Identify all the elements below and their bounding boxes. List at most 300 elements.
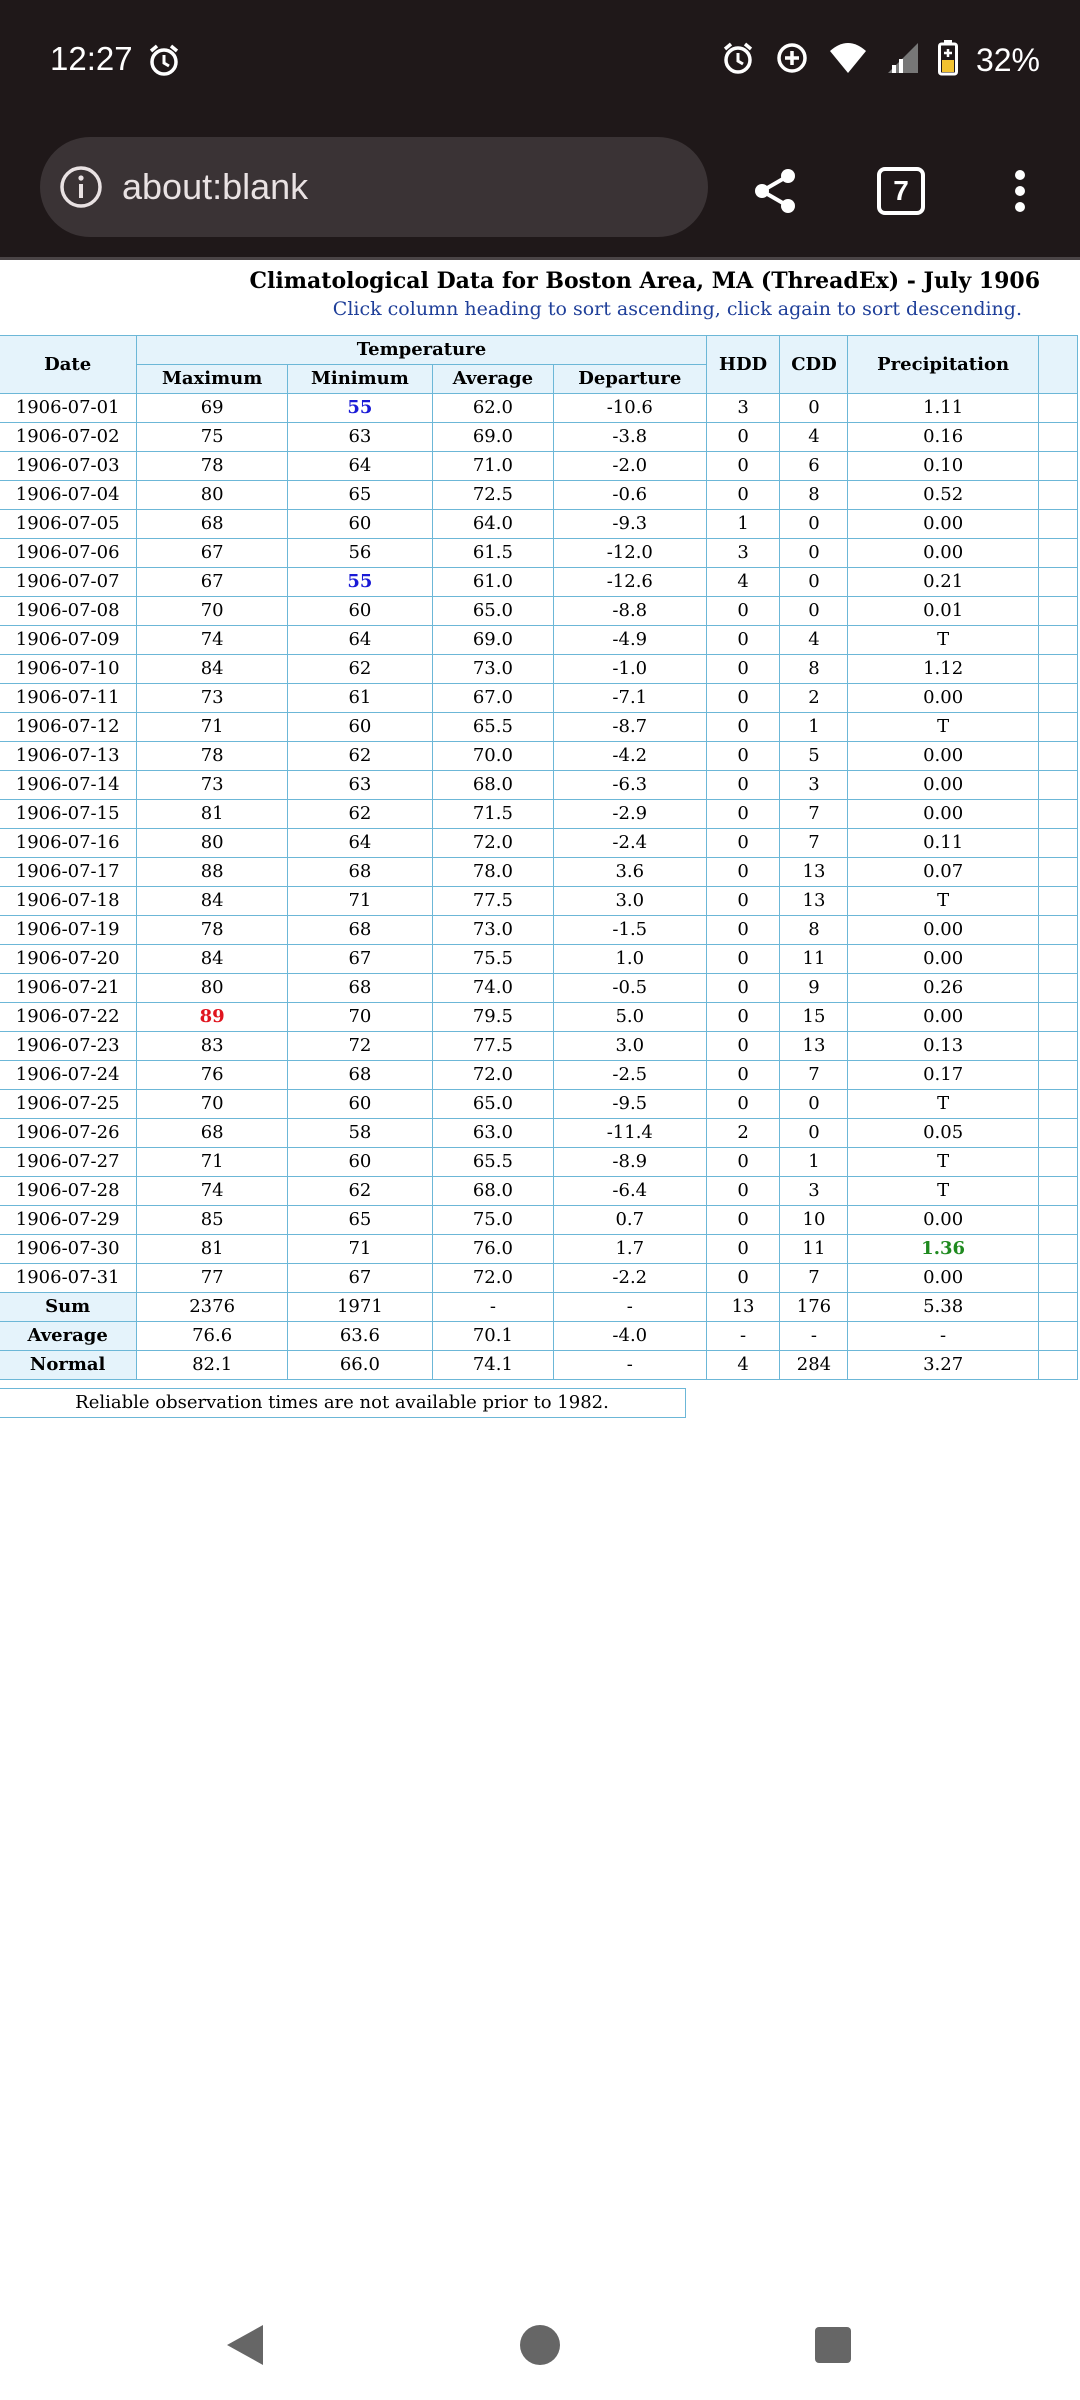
table-row: [0, 1235, 1078, 1264]
cell-maximum: 80: [137, 829, 288, 858]
cell-hdd: 0: [706, 1148, 780, 1177]
cell-average: 72.5: [432, 481, 553, 510]
cell-average: 72.0: [432, 1061, 553, 1090]
cell-hdd: 3: [706, 394, 780, 423]
cell-date: 1906-07-27: [0, 1148, 137, 1177]
cell-date: 1906-07-28: [0, 1177, 137, 1206]
cell-extra: [1038, 539, 1077, 568]
table-row: [0, 858, 1078, 887]
cell-departure: 1.7: [553, 1235, 706, 1264]
cell-minimum: 60: [287, 1090, 432, 1119]
cell-precipitation: 0.16: [848, 423, 1038, 452]
cell-extra: [1038, 800, 1077, 829]
cell-average: 75.5: [432, 945, 553, 974]
cell-precipitation: T: [848, 1148, 1038, 1177]
table-row: [0, 394, 1078, 423]
cell-average: -: [432, 1293, 553, 1322]
cell-minimum: 1971: [287, 1293, 432, 1322]
table-row: [0, 887, 1078, 916]
cell-departure: -1.0: [553, 655, 706, 684]
cell-average: 71.5: [432, 800, 553, 829]
cell-maximum: 80: [137, 481, 288, 510]
cell-hdd: 0: [706, 597, 780, 626]
cell-maximum: 81: [137, 800, 288, 829]
cell-hdd: 4: [706, 568, 780, 597]
cell-hdd: 0: [706, 974, 780, 1003]
cell-extra: [1038, 974, 1077, 1003]
cell-average: 63.0: [432, 1119, 553, 1148]
cell-extra: [1038, 1351, 1077, 1380]
cell-extra: [1038, 568, 1077, 597]
cell-date: 1906-07-17: [0, 858, 137, 887]
cell-departure: -2.9: [553, 800, 706, 829]
table-row: [0, 1264, 1078, 1293]
table-row: [0, 974, 1078, 1003]
cell-minimum: 70: [287, 1003, 432, 1032]
cell-date: 1906-07-05: [0, 510, 137, 539]
cell-precipitation: 0.00: [848, 1003, 1038, 1032]
cell-hdd: 0: [706, 626, 780, 655]
cell-average: 65.0: [432, 1090, 553, 1119]
cell-extra: [1038, 1177, 1077, 1206]
cell-precipitation: 0.52: [848, 481, 1038, 510]
cell-average: 68.0: [432, 1177, 553, 1206]
header-maximum[interactable]: Maximum: [137, 365, 288, 394]
info-icon[interactable]: [58, 164, 104, 210]
cell-extra: [1038, 858, 1077, 887]
cell-date: 1906-07-14: [0, 771, 137, 800]
cell-precipitation: 5.38: [848, 1293, 1038, 1322]
cell-departure: -2.2: [553, 1264, 706, 1293]
cell-minimum: 71: [287, 1235, 432, 1264]
cell-date: 1906-07-11: [0, 684, 137, 713]
cell-minimum: 68: [287, 916, 432, 945]
table-row: [0, 1032, 1078, 1061]
cell-cdd: 7: [780, 800, 848, 829]
cell-minimum: 67: [287, 1264, 432, 1293]
cell-date: 1906-07-21: [0, 974, 137, 1003]
browser-toolbar: [0, 125, 1080, 260]
recents-icon[interactable]: [803, 2315, 863, 2375]
cell-minimum: 71: [287, 887, 432, 916]
summary-row: [0, 1293, 1078, 1322]
cell-minimum: 61: [287, 684, 432, 713]
cell-departure: -10.6: [553, 394, 706, 423]
cell-minimum: 60: [287, 510, 432, 539]
cell-minimum: 68: [287, 1061, 432, 1090]
cell-average: 72.0: [432, 829, 553, 858]
cell-extra: [1038, 916, 1077, 945]
cell-hdd: 13: [706, 1293, 780, 1322]
cell-precipitation: 0.00: [848, 684, 1038, 713]
cell-hdd: 0: [706, 655, 780, 684]
url-text[interactable]: about:blank: [122, 166, 309, 207]
cell-cdd: 10: [780, 1206, 848, 1235]
cell-minimum: 62: [287, 1177, 432, 1206]
cell-hdd: 0: [706, 1003, 780, 1032]
cell-maximum: 67: [137, 568, 288, 597]
table-row: [0, 945, 1078, 974]
table-row: [0, 742, 1078, 771]
cell-departure: -1.5: [553, 916, 706, 945]
cell-precipitation: 0.13: [848, 1032, 1038, 1061]
cell-departure: -3.8: [553, 423, 706, 452]
cell-cdd: 1: [780, 1148, 848, 1177]
cell-minimum: 55: [287, 568, 432, 597]
cell-cdd: 0: [780, 568, 848, 597]
cell-departure: 3.0: [553, 887, 706, 916]
status-bar: [0, 0, 1080, 125]
table-row: [0, 423, 1078, 452]
summary-row: [0, 1322, 1078, 1351]
table-row: [0, 568, 1078, 597]
cell-average: 78.0: [432, 858, 553, 887]
cell-date: 1906-07-03: [0, 452, 137, 481]
cell-date: 1906-07-22: [0, 1003, 137, 1032]
cell-maximum: 82.1: [137, 1351, 288, 1380]
cell-extra: [1038, 481, 1077, 510]
table-row: [0, 626, 1078, 655]
cell-hdd: 4: [706, 1351, 780, 1380]
cell-hdd: 0: [706, 800, 780, 829]
cell-cdd: 2: [780, 684, 848, 713]
table-row: [0, 655, 1078, 684]
share-icon[interactable]: [745, 161, 805, 221]
cell-extra: [1038, 1003, 1077, 1032]
cell-precipitation: 0.11: [848, 829, 1038, 858]
cell-cdd: 176: [780, 1293, 848, 1322]
cell-cdd: 6: [780, 452, 848, 481]
cell-extra: [1038, 1235, 1077, 1264]
cell-cdd: 0: [780, 1090, 848, 1119]
cell-cdd: 13: [780, 887, 848, 916]
cell-minimum: 65: [287, 1206, 432, 1235]
cell-maximum: 68: [137, 1119, 288, 1148]
header-date[interactable]: Date: [0, 336, 137, 394]
cell-maximum: 68: [137, 510, 288, 539]
cell-precipitation: 1.12: [848, 655, 1038, 684]
cell-average: 67.0: [432, 684, 553, 713]
cell-hdd: 0: [706, 858, 780, 887]
cell-precipitation: T: [848, 626, 1038, 655]
cell-date: 1906-07-18: [0, 887, 137, 916]
table-row: [0, 481, 1078, 510]
tab-switcher-button[interactable]: [871, 161, 931, 221]
cell-maximum: 70: [137, 1090, 288, 1119]
back-icon[interactable]: [215, 2315, 275, 2375]
cell-extra: [1038, 597, 1077, 626]
cell-hdd: 0: [706, 1061, 780, 1090]
cell-hdd: -: [706, 1322, 780, 1351]
header-precipitation[interactable]: Precipitation: [848, 336, 1038, 394]
overflow-menu-icon[interactable]: [990, 161, 1050, 221]
cell-extra: [1038, 1032, 1077, 1061]
cell-precipitation: -: [848, 1322, 1038, 1351]
cell-hdd: 0: [706, 1177, 780, 1206]
cell-extra: [1038, 684, 1077, 713]
cell-maximum: 84: [137, 887, 288, 916]
cell-date: 1906-07-04: [0, 481, 137, 510]
cell-average: 65.0: [432, 597, 553, 626]
table-row: [0, 597, 1078, 626]
table-row: [0, 539, 1078, 568]
cell-cdd: 0: [780, 1119, 848, 1148]
cell-date: 1906-07-13: [0, 742, 137, 771]
data-saver-icon: [774, 40, 810, 81]
cell-extra: [1038, 945, 1077, 974]
cell-average: 69.0: [432, 423, 553, 452]
cell-departure: -: [553, 1293, 706, 1322]
table-row: [0, 1119, 1078, 1148]
cell-departure: 3.0: [553, 1032, 706, 1061]
cell-average: 65.5: [432, 1148, 553, 1177]
cell-precipitation: 0.00: [848, 800, 1038, 829]
cell-date: 1906-07-01: [0, 394, 137, 423]
cell-extra: [1038, 394, 1077, 423]
cell-cdd: 0: [780, 539, 848, 568]
cell-cdd: 9: [780, 974, 848, 1003]
cell-date: 1906-07-15: [0, 800, 137, 829]
cell-date: 1906-07-30: [0, 1235, 137, 1264]
cell-date: 1906-07-07: [0, 568, 137, 597]
cell-average: 79.5: [432, 1003, 553, 1032]
cell-hdd: 0: [706, 684, 780, 713]
cell-minimum: 68: [287, 858, 432, 887]
cell-average: 64.0: [432, 510, 553, 539]
cell-average: 61.0: [432, 568, 553, 597]
alarm-icon: [146, 42, 182, 83]
cell-minimum: 62: [287, 655, 432, 684]
cell-departure: -9.3: [553, 510, 706, 539]
cell-extra: [1038, 1264, 1077, 1293]
cell-date: 1906-07-25: [0, 1090, 137, 1119]
cell-precipitation: 0.00: [848, 771, 1038, 800]
cell-extra: [1038, 1119, 1077, 1148]
cell-hdd: 0: [706, 1264, 780, 1293]
table-row: [0, 452, 1078, 481]
cell-minimum: 64: [287, 829, 432, 858]
cell-extra: [1038, 771, 1077, 800]
cell-date: 1906-07-19: [0, 916, 137, 945]
cell-maximum: 71: [137, 713, 288, 742]
cell-precipitation: 1.36: [848, 1235, 1038, 1264]
cell-minimum: 60: [287, 713, 432, 742]
cell-departure: 1.0: [553, 945, 706, 974]
cell-maximum: 75: [137, 423, 288, 452]
home-icon[interactable]: [510, 2315, 570, 2375]
cell-maximum: 78: [137, 452, 288, 481]
cell-date: 1906-07-08: [0, 597, 137, 626]
cell-date: 1906-07-26: [0, 1119, 137, 1148]
header-minimum[interactable]: Minimum: [287, 365, 432, 394]
table-body: [0, 394, 1078, 1380]
cell-precipitation: 3.27: [848, 1351, 1038, 1380]
cell-average: 73.0: [432, 916, 553, 945]
cell-hdd: 0: [706, 1032, 780, 1061]
cell-minimum: 56: [287, 539, 432, 568]
cell-average: 74.0: [432, 974, 553, 1003]
cell-maximum: 78: [137, 742, 288, 771]
cell-average: 62.0: [432, 394, 553, 423]
cell-maximum: 74: [137, 1177, 288, 1206]
cell-departure: -2.0: [553, 452, 706, 481]
alarm-icon: [720, 40, 756, 81]
cell-departure: -9.5: [553, 1090, 706, 1119]
cell-extra: [1038, 713, 1077, 742]
cell-cdd: 0: [780, 597, 848, 626]
cell-maximum: 71: [137, 1148, 288, 1177]
cell-departure: -: [553, 1351, 706, 1380]
battery-percent: 32%: [975, 42, 1040, 78]
cell-hdd: 0: [706, 887, 780, 916]
cell-maximum: 84: [137, 945, 288, 974]
cell-departure: -11.4: [553, 1119, 706, 1148]
table-row: [0, 713, 1078, 742]
cell-cdd: 0: [780, 394, 848, 423]
cell-average: 68.0: [432, 771, 553, 800]
cell-maximum: 67: [137, 539, 288, 568]
cell-minimum: 60: [287, 597, 432, 626]
cell-cdd: 8: [780, 655, 848, 684]
header-average[interactable]: Average: [432, 365, 553, 394]
table-row: [0, 1090, 1078, 1119]
cell-average: 73.0: [432, 655, 553, 684]
cell-extra: [1038, 655, 1077, 684]
cell-precipitation: 0.17: [848, 1061, 1038, 1090]
cell-hdd: 0: [706, 771, 780, 800]
table-row: [0, 916, 1078, 945]
cell-precipitation: 0.00: [848, 742, 1038, 771]
cell-departure: 3.6: [553, 858, 706, 887]
header-extra: [1038, 336, 1077, 394]
cell-departure: -12.6: [553, 568, 706, 597]
cell-departure: -8.9: [553, 1148, 706, 1177]
cell-minimum: 72: [287, 1032, 432, 1061]
cell-precipitation: T: [848, 1177, 1038, 1206]
cell-extra: [1038, 423, 1077, 452]
cell-average: 72.0: [432, 1264, 553, 1293]
table-row: [0, 771, 1078, 800]
cell-cdd: 7: [780, 1061, 848, 1090]
cell-maximum: 83: [137, 1032, 288, 1061]
cell-maximum: 88: [137, 858, 288, 887]
cell-precipitation: 0.01: [848, 597, 1038, 626]
climate-table: [0, 335, 1078, 1380]
cell-date: 1906-07-02: [0, 423, 137, 452]
cell-date: 1906-07-31: [0, 1264, 137, 1293]
cell-minimum: 60: [287, 1148, 432, 1177]
cell-date: 1906-07-09: [0, 626, 137, 655]
cell-maximum: 76: [137, 1061, 288, 1090]
cell-departure: -4.0: [553, 1322, 706, 1351]
navigation-bar: [0, 2290, 1080, 2400]
wifi-icon: [828, 41, 868, 80]
cell-date: 1906-07-10: [0, 655, 137, 684]
cell-cdd: 7: [780, 1264, 848, 1293]
cell-extra: [1038, 1090, 1077, 1119]
header-hdd[interactable]: HDD: [706, 336, 780, 394]
cell-minimum: 58: [287, 1119, 432, 1148]
cell-average: 65.5: [432, 713, 553, 742]
cell-cdd: 3: [780, 1177, 848, 1206]
cell-average: 76.0: [432, 1235, 553, 1264]
cell-cdd: 3: [780, 771, 848, 800]
cell-departure: 5.0: [553, 1003, 706, 1032]
cell-hdd: 0: [706, 1090, 780, 1119]
cell-hdd: 0: [706, 742, 780, 771]
cell-maximum: 81: [137, 1235, 288, 1264]
cell-departure: -2.4: [553, 829, 706, 858]
cell-maximum: 77: [137, 1264, 288, 1293]
tab-count: 7: [877, 167, 925, 215]
cell-hdd: 0: [706, 1206, 780, 1235]
cell-cdd: 5: [780, 742, 848, 771]
cell-cdd: 284: [780, 1351, 848, 1380]
cell-maximum: 78: [137, 916, 288, 945]
cell-maximum: 69: [137, 394, 288, 423]
cell-extra: [1038, 742, 1077, 771]
table-row: [0, 684, 1078, 713]
table-row: [0, 1061, 1078, 1090]
url-bar[interactable]: [40, 137, 708, 237]
cell-precipitation: T: [848, 713, 1038, 742]
cell-extra: [1038, 510, 1077, 539]
cell-precipitation: 0.05: [848, 1119, 1038, 1148]
cell-extra: [1038, 829, 1077, 858]
cell-minimum: 55: [287, 394, 432, 423]
cell-minimum: 63.6: [287, 1322, 432, 1351]
cell-cdd: 11: [780, 1235, 848, 1264]
summary-label: Average: [0, 1322, 137, 1351]
header-temperature: Temperature: [137, 336, 706, 365]
cell-average: 70.0: [432, 742, 553, 771]
cell-average: 77.5: [432, 1032, 553, 1061]
cell-average: 71.0: [432, 452, 553, 481]
cell-date: 1906-07-20: [0, 945, 137, 974]
cell-date: 1906-07-29: [0, 1206, 137, 1235]
cell-hdd: 0: [706, 713, 780, 742]
cell-minimum: 66.0: [287, 1351, 432, 1380]
cell-precipitation: 0.21: [848, 568, 1038, 597]
cell-minimum: 65: [287, 481, 432, 510]
cell-departure: -8.7: [553, 713, 706, 742]
header-departure[interactable]: Departure: [553, 365, 706, 394]
cell-departure: -8.8: [553, 597, 706, 626]
cell-departure: -7.1: [553, 684, 706, 713]
cell-extra: [1038, 452, 1077, 481]
cell-maximum: 73: [137, 684, 288, 713]
cell-cdd: -: [780, 1322, 848, 1351]
cell-extra: [1038, 1322, 1077, 1351]
cell-departure: -6.3: [553, 771, 706, 800]
table-row: [0, 1177, 1078, 1206]
table-row: [0, 1206, 1078, 1235]
cell-extra: [1038, 626, 1077, 655]
cell-minimum: 67: [287, 945, 432, 974]
header-cdd[interactable]: CDD: [780, 336, 848, 394]
table-row: [0, 1003, 1078, 1032]
cell-date: 1906-07-06: [0, 539, 137, 568]
cell-extra: [1038, 1293, 1077, 1322]
cell-departure: -2.5: [553, 1061, 706, 1090]
battery-icon: [938, 40, 958, 81]
cell-precipitation: 0.00: [848, 539, 1038, 568]
cell-precipitation: 0.10: [848, 452, 1038, 481]
cell-precipitation: 0.00: [848, 1206, 1038, 1235]
cell-date: 1906-07-12: [0, 713, 137, 742]
clock: 12:27: [50, 40, 133, 77]
cell-hdd: 0: [706, 481, 780, 510]
